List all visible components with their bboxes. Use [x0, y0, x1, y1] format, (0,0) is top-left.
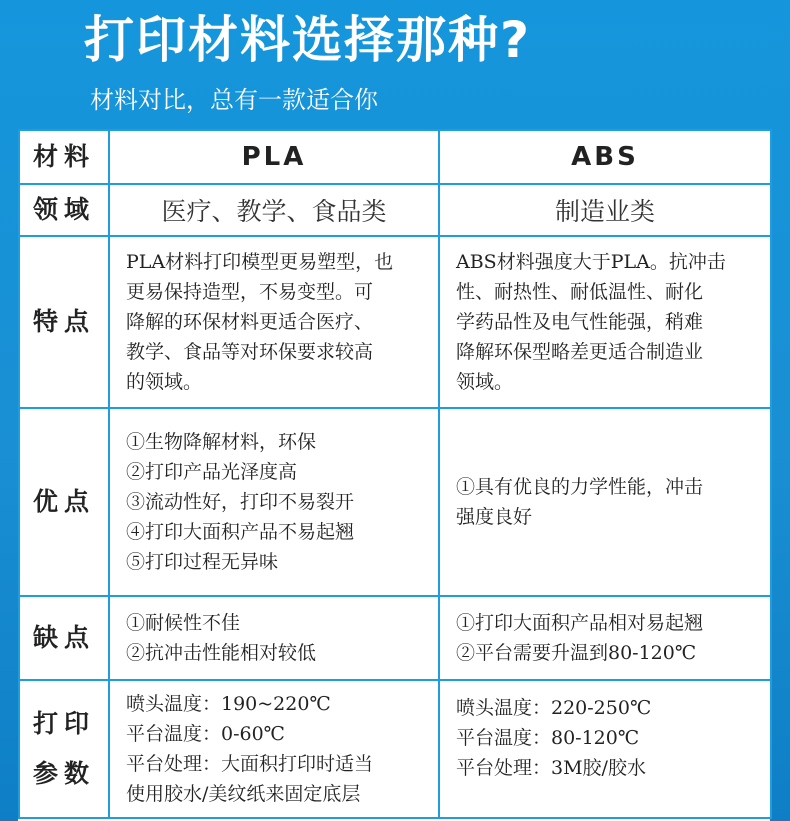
pla-param-item: 平台处理：大面积打印时适当 [126, 753, 374, 775]
abs-features-line: 降解环保型略差更适合制造业 [456, 341, 704, 363]
abs-param-item: 平台处理：3M胶/胶水 [456, 757, 646, 779]
abs-advantage-item: 强度良好 [456, 506, 533, 528]
row-field [19, 184, 771, 236]
header-pla: PLA [109, 130, 439, 184]
abs-features [439, 236, 771, 408]
row-advantages [19, 408, 771, 596]
abs-features-line: ABS材料强度大于PLA。抗冲击 [456, 251, 726, 273]
pla-advantage-item: ⑤打印过程无异味 [126, 551, 279, 573]
table-header-row [19, 130, 771, 184]
pla-param-item: 使用胶水/美纹纸来固定底层 [126, 783, 361, 805]
row-label-params [19, 680, 109, 818]
abs-features-line: 性、耐热性、耐低温性、耐化 [456, 281, 704, 303]
abs-param-item: 喷头温度：220-250℃ [456, 697, 652, 719]
pla-advantage-item: ③流动性好，打印不易裂开 [126, 491, 355, 513]
abs-features-line: 学药品性及电气性能强，稍难 [456, 311, 704, 333]
row-params [19, 680, 771, 818]
pla-param-item: 喷头温度：190~220℃ [126, 693, 331, 715]
pla-features-line: 教学、食品等对环保要求较高 [126, 341, 374, 363]
pla-features [109, 236, 439, 408]
abs-disadvantage-item: ①打印大面积产品相对易起翘 [456, 612, 704, 634]
abs-advantage-item: ①具有优良的力学性能，冲击 [456, 476, 704, 498]
abs-disadvantages [439, 596, 771, 680]
row-label-field: 领域 [19, 184, 109, 236]
pla-advantage-item: ④打印大面积产品不易起翘 [126, 521, 355, 543]
page-subtitle: 材料对比，总有一款适合你 [90, 86, 378, 114]
row-label-params-line: 打印 [32, 709, 95, 738]
pla-features-line: 更易保持造型，不易变型。可 [126, 281, 374, 303]
pla-field: 医疗、教学、食品类 [109, 184, 439, 236]
pla-disadvantages [109, 596, 439, 680]
pla-advantage-item: ②打印产品光泽度高 [126, 461, 298, 483]
pla-features-line: 的领域。 [126, 371, 203, 393]
pla-features-line: 降解的环保材料更适合医疗、 [126, 311, 374, 333]
abs-param-item: 平台温度：80-120℃ [456, 727, 640, 749]
pla-advantage-item: ①生物降解材料，环保 [126, 431, 317, 453]
row-label-features: 特点 [19, 236, 109, 408]
row-label-params-line: 参数 [32, 759, 95, 788]
pla-features-line: PLA材料打印模型更易塑型，也 [126, 251, 394, 273]
pla-disadvantage-item: ①耐候性不佳 [126, 612, 241, 634]
header-abs: ABS [439, 130, 771, 184]
row-label-advantages: 优点 [19, 408, 109, 596]
abs-params [439, 680, 771, 818]
abs-disadvantage-item: ②平台需要升温到80-120℃ [456, 642, 697, 664]
header-material-label: 材料 [19, 130, 109, 184]
pla-disadvantage-item: ②抗冲击性能相对较低 [126, 642, 317, 664]
row-disadvantages [19, 596, 771, 680]
row-features [19, 236, 771, 408]
page-title: 打印材料选择那种? [84, 11, 532, 69]
comparison-table [18, 129, 770, 821]
row-label-disadvantages: 缺点 [19, 596, 109, 680]
abs-field: 制造业类 [439, 184, 771, 236]
abs-features-line: 领域。 [456, 371, 514, 393]
pla-params [109, 680, 439, 818]
abs-advantages [439, 408, 771, 596]
pla-advantages [109, 408, 439, 596]
pla-param-item: 平台温度：0-60℃ [126, 723, 285, 745]
